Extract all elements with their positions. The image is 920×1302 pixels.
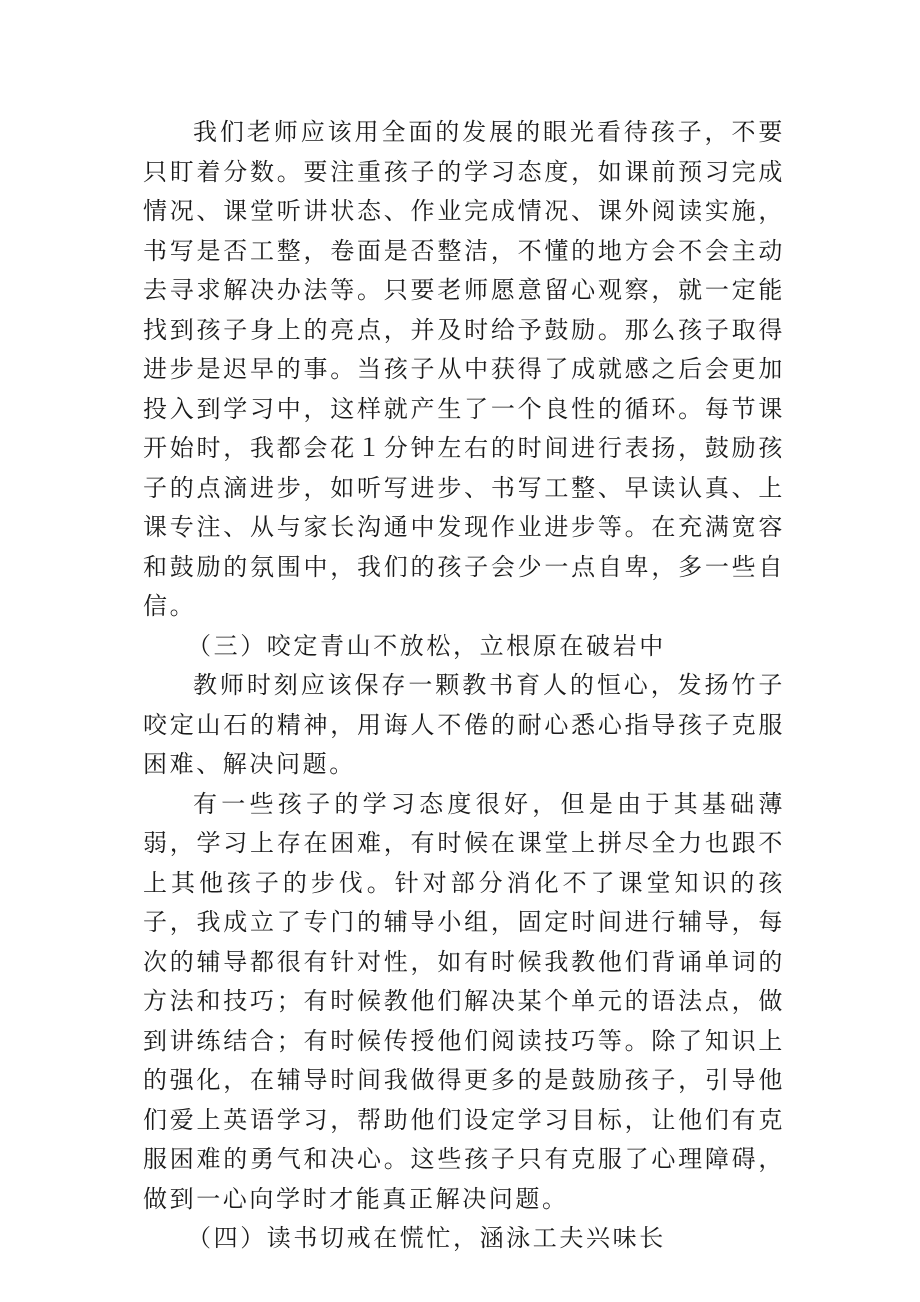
section-heading-four: （四）读书切戒在慌忙，涵泳工夫兴味长	[187, 1224, 666, 1252]
document-body	[143, 113, 785, 1259]
paragraph-tutoring-group: 有一些孩子的学习态度很好，但是由于其基础薄弱，学习上存在困难，有时候在课堂上拼尽全力也跟不上其他孩子的步伐。针对部分消化不了课堂知识的孩子，我成立了专门的辅导小组，固定时间进行辅导，每次的辅导都很有针对性，如有时候我教他们背诵单词的方法和技巧；有时候教他们解决某个单元的语法点，做到讲练结合；有时候传授他们阅读技巧等。除了知识上的强化，在辅导时间我做得更多的是鼓励孩子，引导他们爱上英语学习，帮助他们设定学习目标，让他们有克服困难的勇气和决心。这些孩子只有克服了心理障碍，做到一心向学时才能真正解决问题。	[143, 789, 785, 1213]
paragraph-perseverance: 教师时刻应该保存一颗教书育人的恒心，发扬竹子咬定山石的精神，用诲人不倦的耐心悉心指导孩子克服困难、解决问题。	[143, 671, 785, 778]
section-heading-three: （三）咬定青山不放松，立根原在破岩中	[187, 631, 666, 660]
paragraph-teacher-perspective: 我们老师应该用全面的发展的眼光看待孩子，不要只盯着分数。要注重孩子的学习态度，如课前预习完成情况、课堂听讲状态、作业完成情况、课外阅读实施，书写是否工整，卷面是否整洁，不懂的地方会不会主动去寻求解决办法等。只要老师愿意留心观察，就一定能找到孩子身上的亮点，并及时给予鼓励。那么孩子取得进步是迟早的事。当孩子从中获得了成就感之后会更加投入到学习中，这样就产生了一个良性的循环。每节课开始时，我都会花１分钟左右的时间进行表扬，鼓励孩子的点滴进步，如听写进步、书写工整、早读认真、上课专注、从与家长沟通中发现作业进步等。在充满宽容和鼓励的氛围中，我们的孩子会少一点自卑，多一些自信。	[143, 118, 785, 620]
